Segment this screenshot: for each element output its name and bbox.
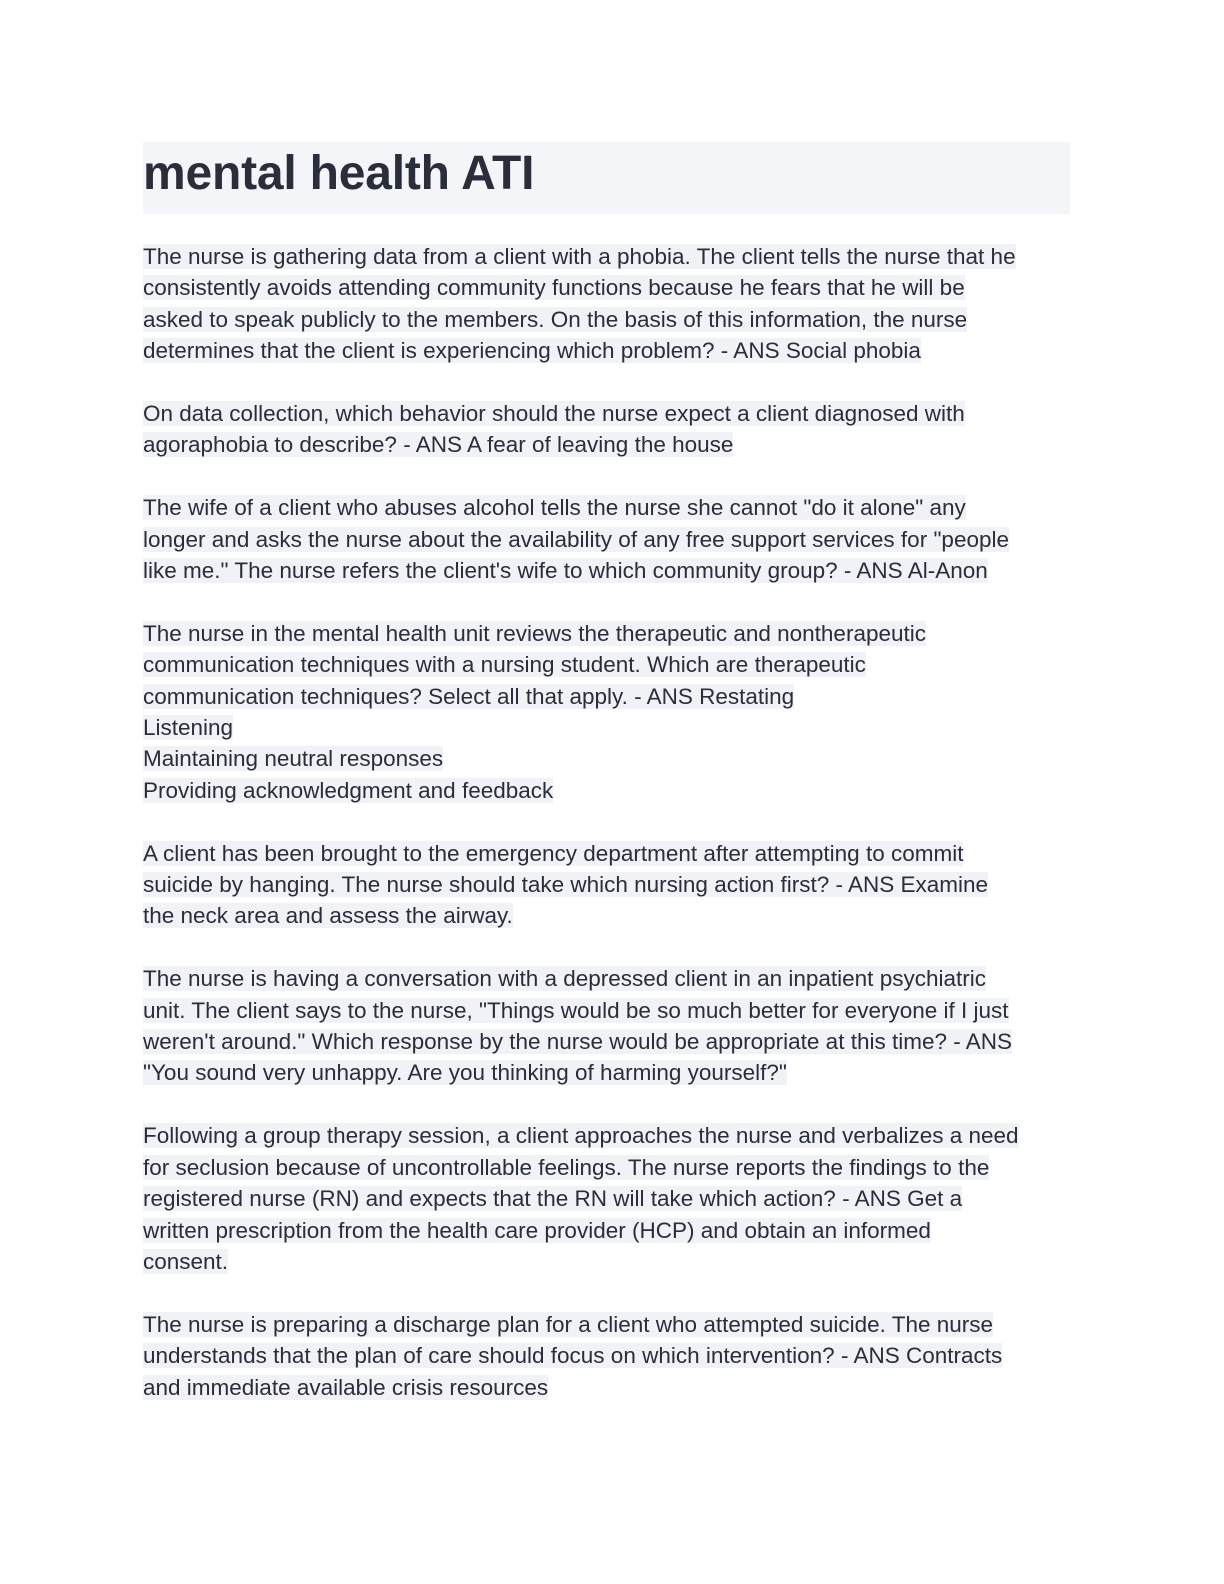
qa-line: like me." The nurse refers the client's wife to which community group? - ANS Al-Anon <box>143 558 988 584</box>
qa-item <box>143 963 1070 1089</box>
qa-line: for seclusion because of uncontrollable feelings. The nurse reports the findings to the <box>143 1154 990 1180</box>
qa-line: Maintaining neutral responses <box>143 746 444 772</box>
qa-line: determines that the client is experiencing which problem? - ANS Social phobia <box>143 338 921 364</box>
qa-line: A client has been brought to the emergency department after attempting to commit <box>143 840 964 866</box>
qa-line: The nurse in the mental health unit reviews the therapeutic and nontherapeutic <box>143 620 926 646</box>
qa-item <box>143 838 1070 932</box>
qa-line: The wife of a client who abuses alcohol tells the nurse she cannot "do it alone" any <box>143 495 966 521</box>
qa-item <box>143 241 1070 367</box>
qa-line: written prescription from the health care provider (HCP) and obtain an informed <box>143 1217 931 1243</box>
qa-list <box>143 241 1070 1403</box>
qa-line: registered nurse (RN) and expects that the RN will take which action? - ANS Get a <box>143 1186 963 1212</box>
qa-line: "You sound very unhappy. Are you thinking of harming yourself?" <box>143 1060 787 1086</box>
qa-item <box>143 1120 1070 1277</box>
qa-line: the neck area and assess the airway. <box>143 903 513 929</box>
qa-line: and immediate available crisis resources <box>143 1374 549 1400</box>
qa-line: longer and asks the nurse about the availability of any free support services for "people <box>143 526 1009 552</box>
qa-line: The nurse is having a conversation with a depressed client in an inpatient psychiatric <box>143 966 986 992</box>
qa-line: communication techniques? Select all that apply. - ANS Restating <box>143 683 795 709</box>
qa-line: The nurse is gathering data from a client with a phobia. The client tells the nurse that he <box>143 244 1016 269</box>
title-block <box>143 142 1070 214</box>
qa-line: agoraphobia to describe? - ANS A fear of leaving the house <box>143 432 734 458</box>
qa-line: consent. <box>143 1248 229 1274</box>
document-title: mental health ATI <box>143 147 535 200</box>
qa-item <box>143 618 1070 806</box>
qa-line: suicide by hanging. The nurse should take which nursing action first? - ANS Examine <box>143 872 989 898</box>
qa-line: understands that the plan of care should focus on which intervention? - ANS Contracts <box>143 1343 1003 1369</box>
qa-line: On data collection, which behavior should the nurse expect a client diagnosed with <box>143 401 965 427</box>
qa-item <box>143 398 1070 461</box>
document-page <box>143 142 1070 1434</box>
qa-item <box>143 1309 1070 1403</box>
qa-item <box>143 492 1070 586</box>
qa-line: Following a group therapy session, a client approaches the nurse and verbalizes a need <box>143 1123 1019 1149</box>
qa-line: asked to speak publicly to the members. On the basis of this information, the nurse <box>143 306 968 332</box>
qa-line: The nurse is preparing a discharge plan for a client who attempted suicide. The nurse <box>143 1311 994 1337</box>
qa-line: communication techniques with a nursing student. Which are therapeutic <box>143 652 866 678</box>
qa-line: unit. The client says to the nurse, "Things would be so much better for everyone if I just <box>143 997 1009 1023</box>
qa-line: consistently avoids attending community functions because he fears that he will be <box>143 275 965 301</box>
qa-line: Providing acknowledgment and feedback <box>143 777 554 803</box>
qa-line: weren't around." Which response by the nurse would be appropriate at this time? - ANS <box>143 1029 1012 1055</box>
qa-line: Listening <box>143 715 234 741</box>
